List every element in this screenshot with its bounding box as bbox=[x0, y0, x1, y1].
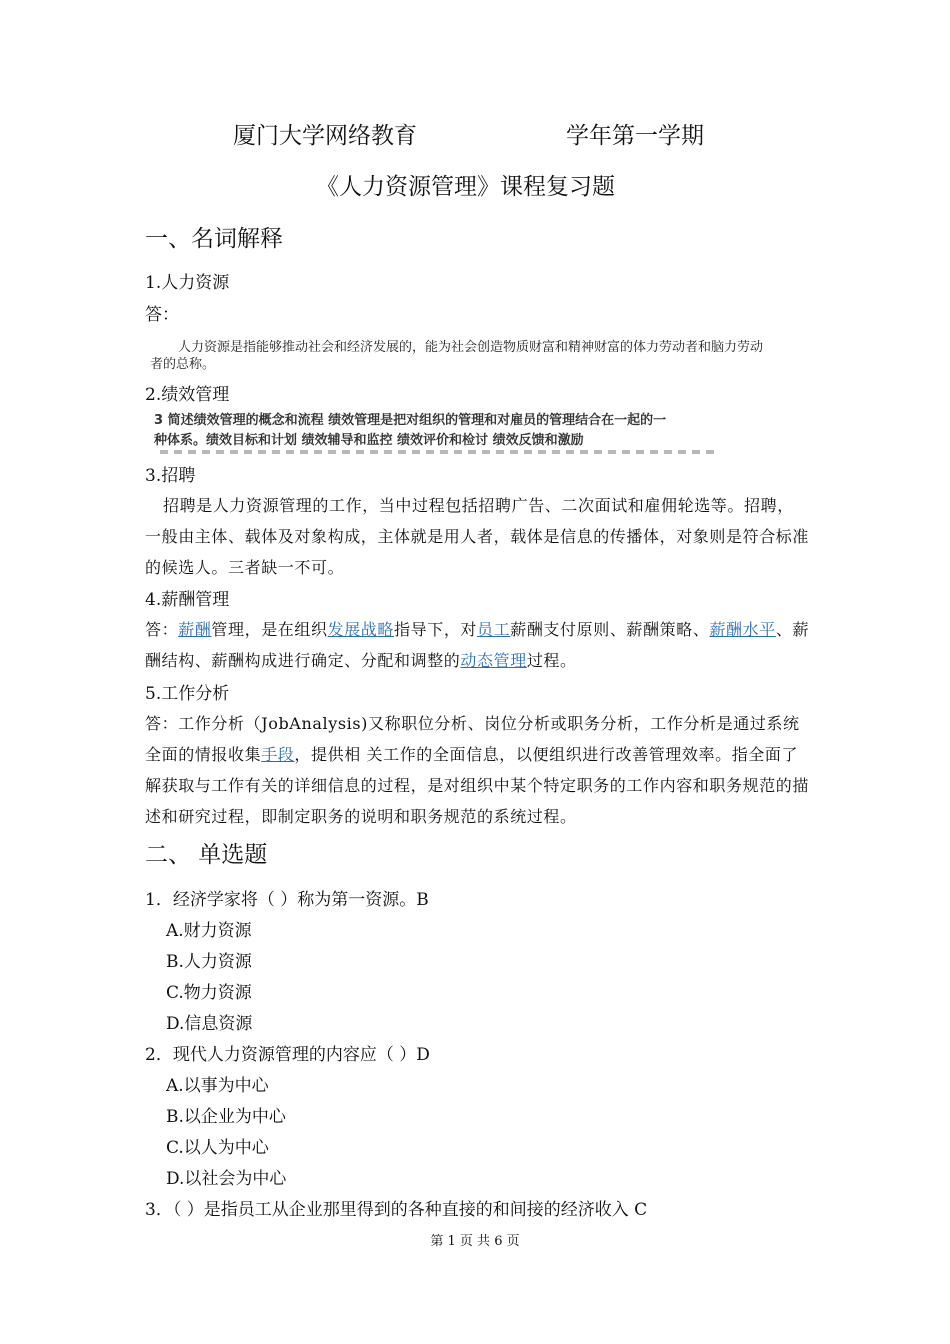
section1-heading: 一、名词解释 bbox=[145, 226, 283, 252]
item3-text: 招聘是人力资源管理的工作，当中过程包括招聘广告、二次面试和雇佣轮选等。招聘，一般由主体、载体及对象构成，主体就是用人者，载体是信息的传播体，对象则是符合标准的候选人。三者缺一不可。 bbox=[145, 496, 810, 577]
item4-text-5: 薪酬结构、薪酬构成进行确定、分配和调整的 bbox=[145, 620, 810, 670]
link-dynamic-management[interactable]: 动态管理 bbox=[460, 651, 527, 670]
item2-image-line2: 种体系。绩效目标和计划 绩效辅导和监控 绩效评价和检讨 绩效反馈和激励 bbox=[154, 433, 584, 448]
question3-stem: 3．（ ）是指员工从企业那里得到的各种直接的和间接的经济收入 C bbox=[145, 1200, 648, 1220]
item2-image-line1: 3 简述绩效管理的概念和流程 绩效管理是把对组织的管理和对雇员的管理结合在一起的一 bbox=[154, 413, 667, 428]
link-employee[interactable]: 员工 bbox=[477, 620, 511, 639]
item2-pasted-image bbox=[150, 406, 740, 454]
item4-answer-label: 答： bbox=[145, 620, 179, 639]
item2-image-cut-line bbox=[160, 450, 720, 454]
link-salary-level[interactable]: 薪酬水平 bbox=[709, 620, 776, 639]
item4-text-6: 过程。 bbox=[526, 651, 577, 670]
item5-text-1: 答：工作分析（JobAnalysis)又称职位分析、岗位分析或职务分析，工作分析是通过系统全面的情报收集 bbox=[145, 714, 800, 764]
question2-option-c: C.以人为中心 bbox=[166, 1138, 269, 1158]
item1-image-line2: 者的总称。 bbox=[150, 357, 216, 372]
question1-stem: 1．经济学家将（ ）称为第一资源。B bbox=[145, 890, 429, 910]
title-left: 厦门大学网络教育 bbox=[233, 123, 417, 149]
question1-option-b: B.人力资源 bbox=[166, 952, 252, 972]
question1-option-a: A.财力资源 bbox=[166, 921, 252, 941]
question2-option-b: B.以企业为中心 bbox=[166, 1107, 286, 1127]
question2-stem: 2．现代人力资源管理的内容应（ ）D bbox=[145, 1045, 430, 1065]
item5-text bbox=[145, 708, 810, 832]
item4-text-1: 管理，是在组织 bbox=[211, 620, 328, 639]
question2-option-d: D.以社会为中心 bbox=[166, 1169, 287, 1189]
item4-title: 4.薪酬管理 bbox=[145, 590, 230, 610]
page-footer: 第 1 页 共 6 页 bbox=[430, 1234, 520, 1249]
item5-title: 5.工作分析 bbox=[145, 684, 230, 704]
item1-answer-label: 答： bbox=[145, 305, 179, 325]
item1-image-line1: 人力资源是指能够推动社会和经济发展的，能为社会创造物质财富和精神财富的体力劳动者和脑力劳动 bbox=[178, 340, 764, 355]
item1-pasted-image bbox=[150, 333, 830, 373]
item4-text-3: 薪酬支付原则、薪酬策略、 bbox=[510, 620, 710, 639]
question1-option-d: D.信息资源 bbox=[166, 1014, 253, 1034]
link-salary[interactable]: 薪酬 bbox=[178, 620, 212, 639]
item2-title: 2.绩效管理 bbox=[145, 385, 230, 405]
question1-option-c: C.物力资源 bbox=[166, 983, 252, 1003]
page-subtitle: 《人力资源管理》课程复习题 bbox=[316, 174, 615, 200]
item3-title: 3.招聘 bbox=[145, 466, 196, 486]
item1-title: 1.人力资源 bbox=[145, 273, 230, 293]
title-right: 学年第一学期 bbox=[566, 123, 704, 149]
link-development-strategy[interactable]: 发展战略 bbox=[327, 620, 395, 639]
question2-option-a: A.以事为中心 bbox=[166, 1076, 269, 1096]
item4-text-4: 、 bbox=[775, 620, 793, 639]
item4-text-2: 指导下，对 bbox=[394, 620, 478, 639]
section2-heading: 二、 单选题 bbox=[145, 842, 268, 868]
link-means[interactable]: 手段 bbox=[261, 745, 295, 764]
item4-text bbox=[145, 614, 810, 676]
item5-text-2: ，提供相 关工作的全面信息，以便组织进行改善管理效率。指全面了解获取与工作有关的详细信息的过程，是对组织中某个特定职务的工作内容和职务规范的描述和研究过程，即制定职务的说明和职务规范的系统过程。 bbox=[145, 745, 810, 826]
